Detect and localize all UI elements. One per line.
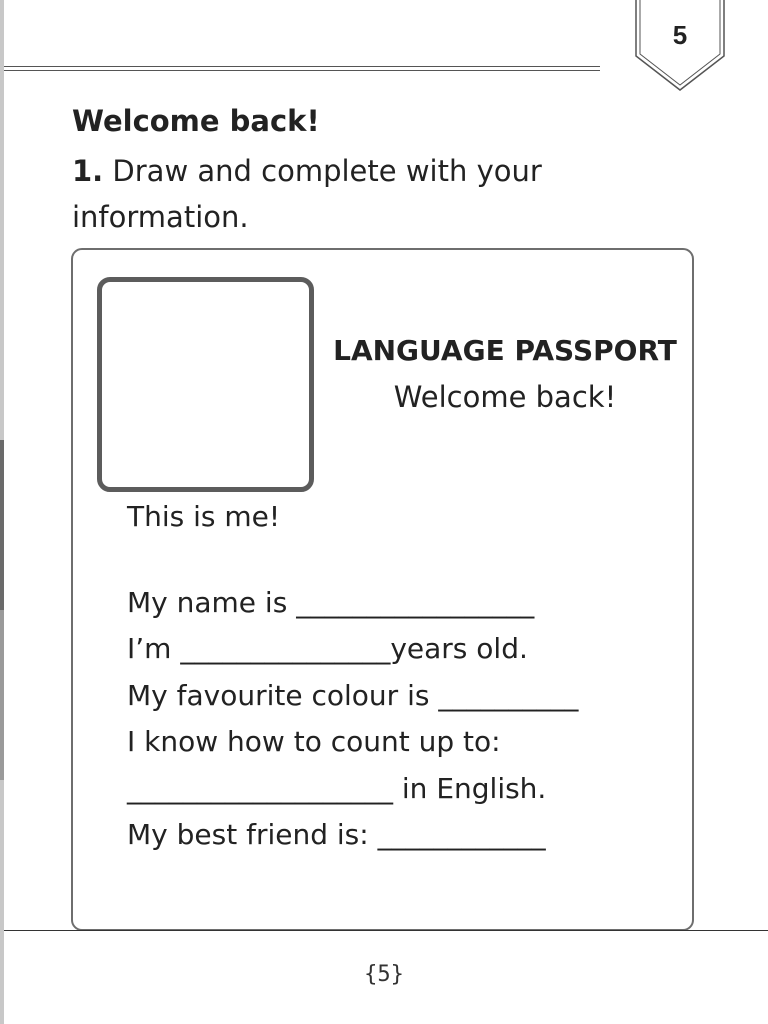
exercise-number: 1. — [72, 154, 104, 188]
count-prompt-line: I know how to count up to: — [127, 725, 501, 759]
footer-rule — [4, 930, 768, 931]
photo-caption: This is me! — [127, 500, 281, 533]
exercise-instruction — [72, 148, 592, 240]
page-tab — [634, 0, 726, 92]
passport-subtitle: Welcome back! — [393, 380, 617, 414]
passport-title: LANGUAGE PASSPORT — [333, 334, 677, 367]
page-edge-shadow — [0, 440, 4, 610]
passport-form — [127, 580, 687, 858]
section-heading: Welcome back! — [72, 104, 320, 138]
exercise-text: Draw and complete with your information. — [72, 154, 542, 234]
page-tab-number: 5 — [672, 20, 688, 50]
age-line[interactable]: I’m _______________years old. — [127, 632, 528, 666]
count-answer-line[interactable]: ___________________ in English. — [127, 771, 547, 805]
name-line[interactable]: My name is _________________ — [127, 586, 535, 619]
footer-page-number: {5} — [364, 962, 404, 987]
favourite-colour-line[interactable]: My favourite colour is __________ — [127, 678, 579, 712]
header-double-rule — [4, 66, 600, 71]
page-edge-shadow-lower — [0, 610, 4, 780]
photo-drawing-box[interactable] — [97, 277, 314, 492]
best-friend-line[interactable]: My best friend is: ____________ — [127, 818, 546, 852]
